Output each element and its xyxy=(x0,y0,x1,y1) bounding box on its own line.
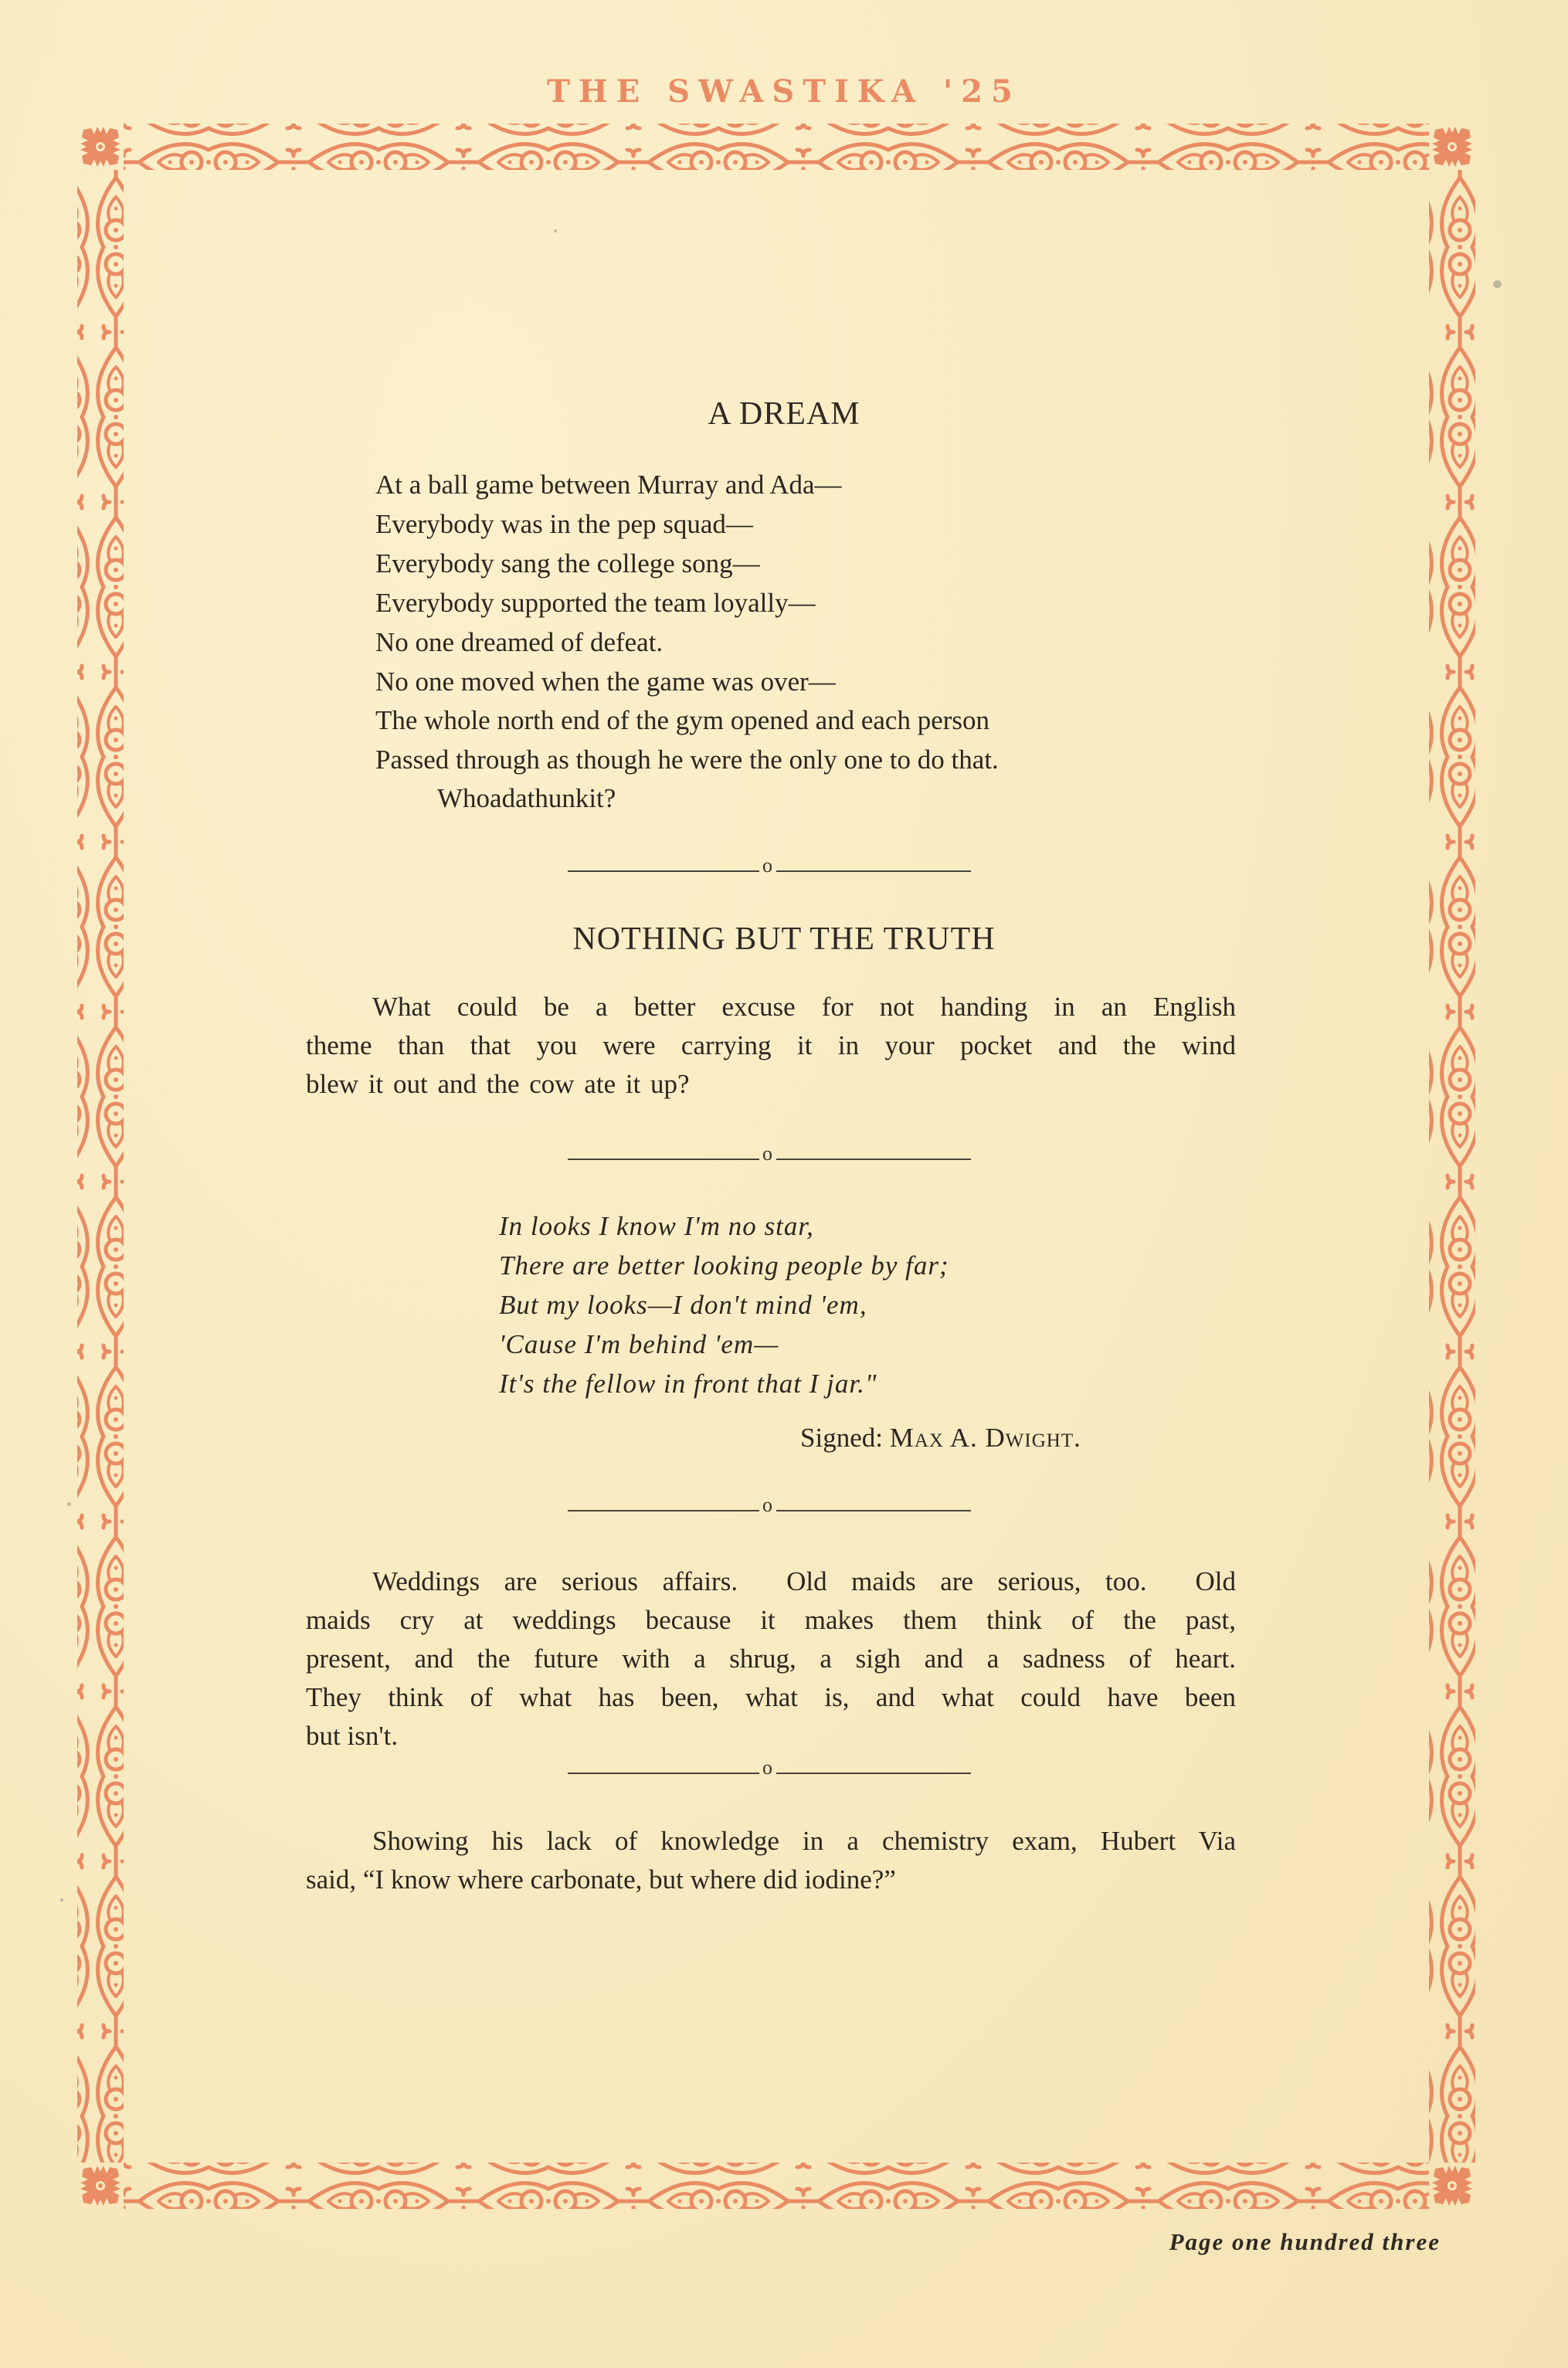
separator-glyph: o xyxy=(762,1756,772,1779)
paragraph-line: Showing his lack of knowledge in a chemistry exam, Hubert Via xyxy=(372,1826,1236,1856)
corner-ornament-bottom-left xyxy=(80,2166,120,2206)
paragraph-line: blew it out and the cow ate it up? xyxy=(306,1069,690,1099)
separator-glyph: o xyxy=(762,1494,772,1516)
corner-ornament-bottom-right xyxy=(1432,2166,1472,2206)
signature-line xyxy=(800,1423,1081,1454)
border-right xyxy=(1429,170,1475,2163)
poem-line: No one moved when the game was over— xyxy=(375,667,836,697)
section-separator xyxy=(568,1142,971,1166)
paragraph-line: What could be a better excuse for not handing in an English xyxy=(372,992,1236,1022)
paper-speck xyxy=(1493,280,1502,288)
section-title-nothing-but-the-truth: NOTHING BUT THE TRUTH xyxy=(572,921,996,957)
corner-ornament-top-right xyxy=(1432,127,1472,167)
poem-line: It's the fellow in front that I jar." xyxy=(499,1369,877,1399)
paper-speck xyxy=(60,1898,63,1902)
paper-speck xyxy=(67,1502,71,1506)
poem-line: Everybody sang the college song— xyxy=(375,548,760,578)
separator-glyph: o xyxy=(762,1142,772,1165)
page-number-footer: Page one hundred three xyxy=(1169,2228,1441,2255)
running-header: THE SWASTIKA '25 xyxy=(547,73,1021,110)
poem-line: The whole north end of the gym opened and each person xyxy=(375,705,990,735)
poem-line: There are better looking people by far; xyxy=(499,1250,949,1281)
poem-line: No one dreamed of defeat. xyxy=(375,627,664,657)
section-separator xyxy=(568,1756,971,1780)
section-title-a-dream: A DREAM xyxy=(708,396,860,432)
border-top xyxy=(124,124,1429,170)
section-separator xyxy=(568,1494,971,1518)
paragraph-line: said, “I know where carbonate, but where did iodine?” xyxy=(306,1864,896,1895)
border-bottom xyxy=(124,2163,1429,2209)
poem-line: 'Cause I'm behind 'em— xyxy=(499,1329,779,1359)
poem-line: Whoadathunkit? xyxy=(437,783,616,813)
signed-label: Signed: xyxy=(800,1423,883,1453)
paper-speck xyxy=(554,229,557,232)
paragraph-line: They think of what has been, what is, and what could have been xyxy=(306,1682,1236,1712)
paragraph-line: but isn't. xyxy=(306,1721,399,1751)
poem-line: Passed through as though he were the only one to do that. xyxy=(375,745,999,775)
poem-line: Everybody supported the team loyally— xyxy=(375,588,816,618)
paragraph-line: present, and the future with a shrug, a sigh and a sadness of heart. xyxy=(306,1644,1236,1674)
poem-line: In looks I know I'm no star, xyxy=(499,1211,814,1241)
poem-line: Everybody was in the pep squad— xyxy=(375,509,753,539)
separator-glyph: o xyxy=(762,854,772,877)
paragraph-line: maids cry at weddings because it makes them think of the past, xyxy=(306,1605,1236,1635)
poem-line: At a ball game between Murray and Ada— xyxy=(375,470,842,500)
corner-ornament-top-left xyxy=(80,127,120,167)
signed-name: Max A. Dwight. xyxy=(889,1423,1081,1453)
paragraph-line: theme than that you were carrying it in your pocket and the wind xyxy=(306,1030,1236,1060)
paragraph-line: Weddings are serious affairs. Old maids are serious, too. Old xyxy=(372,1566,1236,1596)
poem-line: But my looks—I don't mind 'em, xyxy=(499,1290,867,1320)
border-left xyxy=(77,170,124,2163)
section-separator xyxy=(568,854,971,878)
